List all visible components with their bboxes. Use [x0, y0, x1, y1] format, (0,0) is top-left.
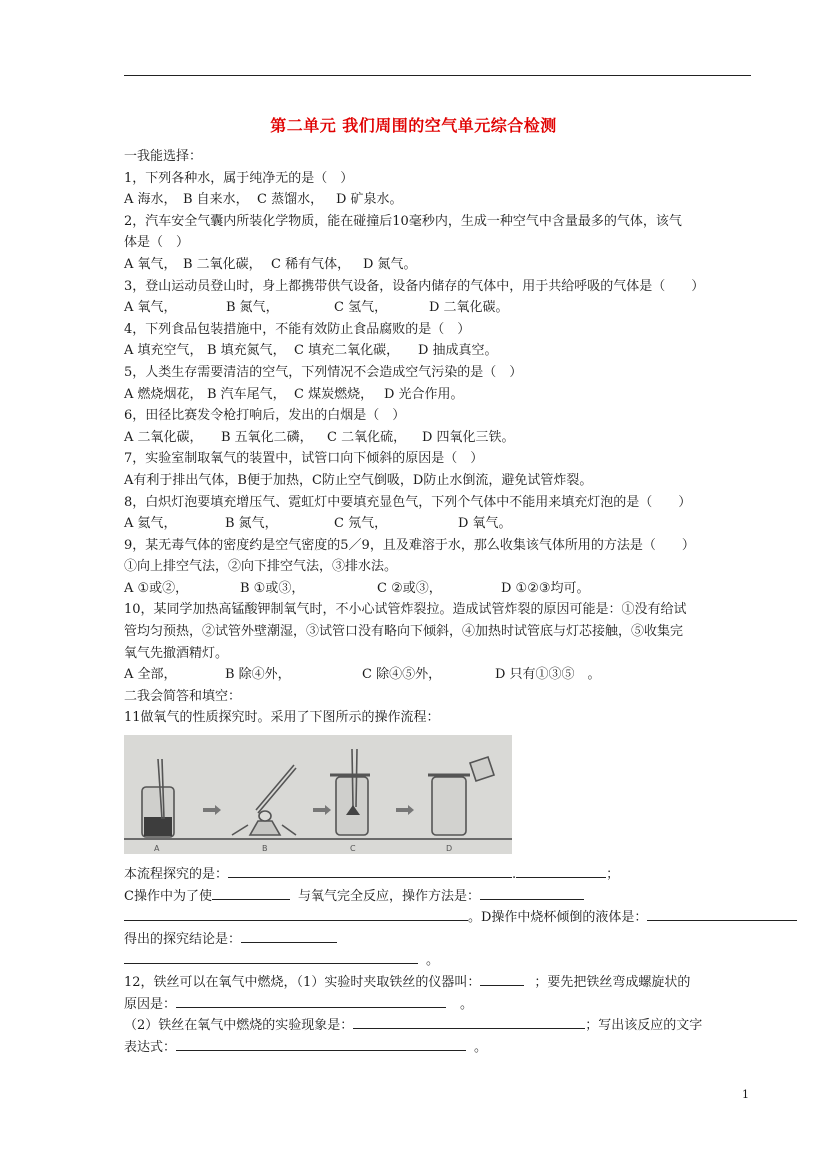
question-9-stem: 9，某无毒气体的密度约是空气密度的5／9，且及难溶于水，那么收集该气体所用的方法是（ ）: [124, 537, 695, 553]
option-c: C 除④⑤外，: [362, 667, 442, 683]
question-9-options: [124, 578, 764, 600]
q11-conclusion-blank[interactable]: [241, 928, 337, 943]
step-c-jar: [330, 749, 370, 835]
section-heading-fill: 二我会简答和填空：: [124, 688, 242, 704]
option-b: B 填充氮气，: [207, 343, 286, 359]
q11-conclusion-label: 得出的探究结论是：: [124, 931, 242, 947]
q12-spiral-label: ；要先把铁丝弯成螺旋状的: [534, 975, 691, 990]
question-2-options: [124, 254, 764, 276]
question-12-line2: [124, 993, 764, 1015]
q12-reason-label: 原因是：: [124, 996, 177, 1012]
page-number: 1: [742, 1088, 749, 1101]
question-11-line1: [124, 863, 764, 885]
question-5-stem: 5，人类生存需要清洁的空气，下列情况不会造成空气污染的是（ ）: [124, 364, 523, 380]
question-8-stem: 8，白炽灯泡要填充增压气、霓虹灯中要填充显色气，下列个气体中不能用来填充灯泡的是（ ）: [124, 494, 692, 510]
q12-equation-label: 表达式：: [124, 1039, 177, 1055]
q12-period-1: 。: [460, 996, 474, 1012]
experiment-flow-figure: [124, 735, 512, 854]
question-11-line5: [124, 949, 764, 971]
option-a: A 填充空气，: [124, 343, 203, 359]
question-11-line4: [124, 928, 764, 950]
option-c: C 蒸馏水，: [257, 192, 324, 208]
question-6-options: [124, 427, 764, 449]
q12-period-2: 。: [474, 1039, 488, 1055]
figure-label-d: D: [446, 844, 453, 854]
step-a-jar: [142, 759, 174, 837]
header-rule: [124, 75, 751, 76]
question-10-stem-line2: 管均匀预热，②试管外壁潮湿，③试管口没有略向下倾斜，④加热时试管底与灯芯接触，⑤收集完: [124, 624, 684, 640]
q11-conclusion-blank-2[interactable]: [124, 949, 418, 964]
experiment-flow-drawing: [124, 735, 512, 854]
option-a: A 燃烧烟花，: [124, 386, 203, 402]
q11-d-blank[interactable]: [647, 906, 797, 921]
option-d: D 矿泉水。: [336, 192, 403, 208]
q11-c-label: C操作中为了使: [124, 888, 212, 904]
q11-dot: .: [512, 867, 517, 883]
option-b: B 自来水，: [183, 192, 249, 208]
question-3-stem: 3，登山运动员登山时，身上都携带供气设备，设备内储存的气体中，用于共给呼吸的气体是（ ）: [124, 278, 705, 294]
option-c: C 二氧化硫，: [327, 429, 407, 445]
option-d: D 四氧化三铁。: [422, 429, 515, 445]
option-a: A 海水，: [124, 192, 177, 208]
option-c: C 填充二氧化碳，: [294, 343, 400, 359]
q11-topic-blank[interactable]: [228, 863, 512, 878]
question-3-options: [124, 297, 764, 319]
option-b: B便于加热，: [237, 472, 312, 488]
option-b: B 氮气，: [225, 516, 278, 532]
question-4-options: [124, 340, 764, 362]
question-12-line3: [124, 1014, 764, 1036]
option-d: D防止水倒流，避免试管炸裂。: [412, 472, 593, 488]
q12-phenomenon-label: （2）铁丝在氧气中燃烧的实验现象是：: [124, 1018, 354, 1034]
question-8-options: [124, 513, 764, 535]
page-title: 第二单元 我们周围的空气单元综合检测: [270, 116, 557, 135]
question-11-line2: [124, 885, 764, 907]
figure-label-a: A: [154, 844, 160, 854]
option-d: D 氧气。: [458, 516, 512, 532]
option-b: B ①或③，: [240, 580, 305, 596]
option-a: A有利于排出气体，: [124, 472, 238, 488]
q12-equation-blank[interactable]: [176, 1036, 466, 1051]
arrow-icon: [313, 805, 331, 815]
question-1-options: [124, 189, 764, 211]
option-c: C ②或③，: [377, 580, 442, 596]
option-a: A 氧气，: [124, 256, 177, 272]
q11-d-label: 。D操作中烧杯倾倒的液体是：: [468, 910, 648, 926]
option-d: D ①②③均可。: [501, 580, 590, 596]
option-d: D 只有①③⑤ 。: [495, 667, 601, 683]
q11-c-blank[interactable]: [212, 885, 290, 900]
option-b: B 氮气，: [226, 300, 279, 316]
option-c: C 稀有气体，: [271, 256, 351, 272]
question-11-line3: [124, 906, 764, 928]
arrow-icon: [203, 805, 221, 815]
option-a: A 二氧化碳，: [124, 429, 203, 445]
question-2-stem-line1: 2，汽车安全气囊内所装化学物质，能在碰撞后10毫秒内，生成一种空气中含量最多的气体，该气: [124, 213, 682, 229]
question-7-options: [124, 470, 764, 492]
q11-semicolon: ；: [606, 867, 620, 883]
question-10-options: [124, 664, 764, 686]
option-b: B 五氧化二磷，: [221, 429, 313, 445]
question-1-stem: 1，下列各种水，属于纯净无的是（ ）: [124, 170, 354, 186]
arrow-icon: [396, 805, 414, 815]
q12-phenomenon-blank[interactable]: [353, 1014, 585, 1029]
section-heading-choice: 一我能选择：: [124, 149, 203, 164]
question-7-stem: 7，实验室制取氧气的装置中，试管口向下倾斜的原因是（ ）: [124, 451, 484, 467]
option-c: C 煤炭燃烧，: [294, 386, 374, 402]
q11-method-blank-2[interactable]: [124, 906, 468, 921]
option-a: A 全部，: [124, 667, 177, 683]
q11-topic-blank-2[interactable]: [516, 863, 606, 878]
question-6-stem: 6，田径比赛发令枪打响后，发出的白烟是（ ）: [124, 408, 406, 424]
q11-period: 。: [426, 953, 440, 969]
option-d: D 抽成真空。: [418, 343, 498, 359]
option-b: B 二氧化碳，: [183, 256, 262, 272]
option-b: B 汽车尾气，: [207, 386, 286, 402]
question-2-stem-line2: 体是（ ）: [124, 235, 190, 251]
step-d-jar: [428, 757, 494, 835]
question-10-stem-line3: 氧气先撤酒精灯。: [124, 645, 229, 661]
q12-tool-blank[interactable]: [480, 971, 524, 986]
option-d: D 氮气。: [363, 256, 417, 272]
question-10-stem-line1: 10，某同学加热高锰酸钾制氧气时，不小心试管炸裂拉。造成试管炸裂的原因可能是：①没有给试: [124, 602, 687, 618]
option-a: A ①或②，: [124, 580, 189, 596]
option-b: B 除④外，: [225, 667, 291, 683]
question-12-line4: [124, 1036, 764, 1058]
figure-label-c: C: [350, 844, 356, 854]
q12-tool-label: 12，铁丝可以在氧气中燃烧，（1）实验时夹取铁丝的仪器叫：: [124, 975, 481, 990]
question-11-stem: 11做氧气的性质探究时。采用了下图所示的操作流程：: [124, 710, 440, 726]
worksheet-body: [124, 146, 764, 1057]
option-c: C防止空气倒吸，: [311, 472, 413, 488]
q12-equation-prompt: ；写出该反应的文字: [585, 1018, 703, 1034]
q12-reason-blank[interactable]: [176, 993, 446, 1008]
question-9-methods: ①向上排空气法，②向下排空气法，③排水法。: [124, 559, 398, 575]
figure-label-b: B: [262, 844, 268, 854]
q11-c-method-blank[interactable]: [480, 885, 584, 900]
question-12-line1: [124, 971, 764, 993]
option-d: D 光合作用。: [384, 386, 464, 402]
option-d: D 二氧化碳。: [429, 300, 509, 316]
q11-topic-label: 本流程探究的是：: [124, 867, 229, 883]
option-a: A 氧气，: [124, 300, 177, 316]
question-5-options: [124, 384, 764, 406]
q11-c-method-label: 与氧气完全反应，操作方法是：: [297, 888, 480, 904]
option-c: C 氖气，: [334, 516, 388, 532]
question-4-stem: 4，下列食品包装措施中，不能有效防止食品腐败的是（ ）: [124, 321, 471, 337]
option-a: A 氦气，: [124, 516, 177, 532]
step-b-lamp: [232, 765, 296, 835]
option-c: C 氢气，: [334, 300, 388, 316]
